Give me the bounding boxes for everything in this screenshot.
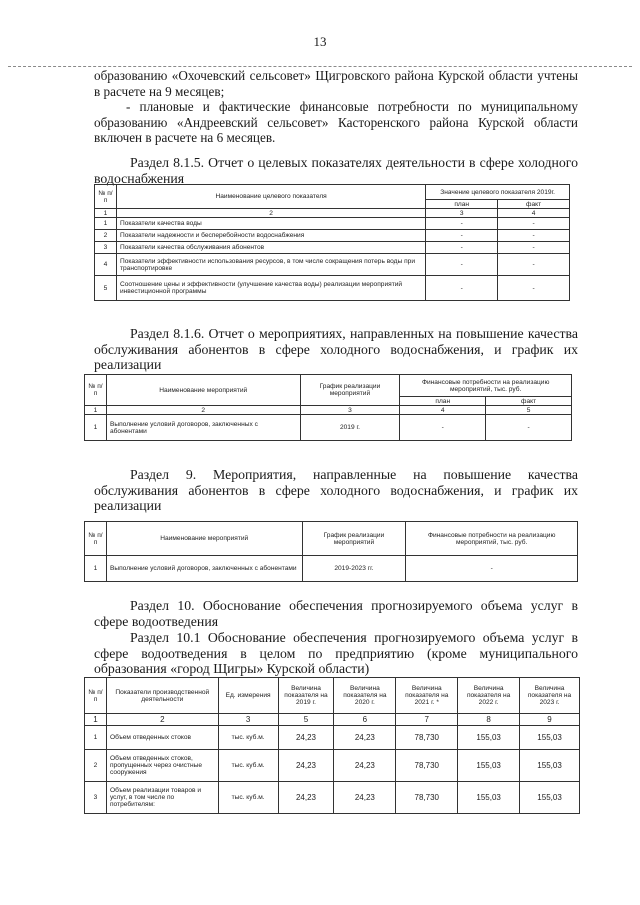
header-finance: Финансовые потребности на реализацию мероприятий, тыс. руб.: [406, 522, 578, 556]
table-row: [95, 254, 570, 276]
index-cell: 2: [106, 406, 300, 415]
header-value-2023: Величина показателя на 2023 г.: [520, 678, 580, 714]
row-unit: тыс. куб.м.: [218, 750, 278, 782]
row-value-2023: 155,03: [520, 750, 580, 782]
row-name: Показатели качества обслуживания абонентов: [116, 242, 425, 254]
row-fact: -: [498, 230, 570, 242]
row-fact: -: [486, 415, 572, 441]
row-unit: тыс. куб.м.: [218, 782, 278, 814]
row-schedule: 2019-2023 гг.: [302, 556, 406, 582]
row-plan: -: [400, 415, 486, 441]
index-cell: 5: [278, 714, 334, 726]
section-10-title: Раздел 10. Обоснование обеспечения прогнозируемого объема услуг в сфере водоотведения: [94, 598, 578, 629]
row-name: Показатели надежности и бесперебойности водоснабжения: [116, 230, 425, 242]
header-schedule: График реализации мероприятий: [302, 522, 406, 556]
index-cell: 3: [426, 209, 498, 218]
table-row: [95, 242, 570, 254]
index-cell: 7: [396, 714, 458, 726]
table-row: [85, 556, 578, 582]
header-fact: факт: [498, 200, 570, 209]
row-value-2020: 24,23: [334, 782, 396, 814]
header-measure-name: Наименование мероприятий: [106, 375, 300, 406]
header-indicator: Показатели производственной деятельности: [106, 678, 218, 714]
header-value-2019: Величина показателя на 2019 г.: [278, 678, 334, 714]
row-indicator: Объем реализации товаров и услуг, в том числе по потребителям:: [106, 782, 218, 814]
row-indicator: Объем отведенных стоков, пропущенных через очистные сооружения: [106, 750, 218, 782]
header-num: № п/п: [85, 678, 107, 714]
row-name: Соотношение цены и эффективности (улучшение качества воды) реализации мероприятий инвестиционной программы: [116, 276, 425, 301]
intro-line-2: - плановые и фактические финансовые потребности по муниципальному образованию «Андреевский сельсовет» Касторенского района Курской области включен в расчете на 6 месяцев.: [94, 99, 578, 145]
header-value-2020: Величина показателя на 2020 г.: [334, 678, 396, 714]
table-target-indicators: [94, 184, 570, 301]
row-num: 1: [85, 415, 107, 441]
header-fact: факт: [486, 397, 572, 406]
index-cell: 8: [458, 714, 520, 726]
table-row: [95, 230, 570, 242]
row-value-2023: 155,03: [520, 726, 580, 750]
row-value-2020: 24,23: [334, 726, 396, 750]
row-value-2022: 155,03: [458, 782, 520, 814]
row-fact: -: [498, 254, 570, 276]
index-cell: 1: [95, 209, 117, 218]
row-unit: тыс. куб.м.: [218, 726, 278, 750]
index-cell: 3: [300, 406, 400, 415]
index-cell: 1: [85, 406, 107, 415]
header-plan: план: [426, 200, 498, 209]
index-cell: 3: [218, 714, 278, 726]
row-name: Выполнение условий договоров, заключенных с абонентами: [106, 556, 302, 582]
row-fact: -: [498, 276, 570, 301]
row-value-2019: 24,23: [278, 750, 334, 782]
row-name: Показатели эффективности использования ресурсов, в том числе сокращения потерь воды при транспортировке: [116, 254, 425, 276]
header-finance: Финансовые потребности на реализацию мероприятий, тыс. руб.: [400, 375, 572, 397]
index-cell: 4: [400, 406, 486, 415]
header-num: № п/п: [95, 185, 117, 209]
row-plan: -: [426, 230, 498, 242]
row-plan: -: [426, 242, 498, 254]
table-measures-816: [84, 374, 572, 441]
section-8-1-6-title: Раздел 8.1.6. Отчет о мероприятиях, направленных на повышение качества обслуживания абонентов в сфере холодного водоснабжения, и график их реализации: [94, 326, 578, 372]
index-cell: 1: [85, 714, 107, 726]
table-row: [95, 276, 570, 301]
table-row: [95, 218, 570, 230]
page-number: 13: [313, 34, 327, 49]
row-value-2021: 78,730: [396, 750, 458, 782]
header-measure-name: Наименование мероприятий: [106, 522, 302, 556]
table-measures-9: [84, 521, 578, 582]
row-plan: -: [426, 276, 498, 301]
index-cell: 6: [334, 714, 396, 726]
header-value-2022: Величина показателя на 2022 г.: [458, 678, 520, 714]
row-num: 2: [85, 750, 107, 782]
header-num: № п/п: [85, 375, 107, 406]
header-unit: Ед. измерения: [218, 678, 278, 714]
row-num: 1: [85, 726, 107, 750]
table-row: [85, 726, 580, 750]
index-cell: 4: [498, 209, 570, 218]
row-fact: -: [498, 218, 570, 230]
row-value-2022: 155,03: [458, 750, 520, 782]
header-indicator-name: Наименование целевого показателя: [116, 185, 425, 209]
row-num: 3: [95, 242, 117, 254]
row-num: 5: [95, 276, 117, 301]
header-value-2021: Величина показателя на 2021 г. *: [396, 678, 458, 714]
table-row: [85, 782, 580, 814]
header-plan: план: [400, 397, 486, 406]
row-value-2021: 78,730: [396, 782, 458, 814]
header-indicator-value: Значение целевого показателя 2019г.: [426, 185, 570, 200]
section-8-1-5-title: Раздел 8.1.5. Отчет о целевых показателях деятельности в сфере холодного водоснабжения: [94, 155, 578, 186]
header-schedule: График реализации мероприятий: [300, 375, 400, 406]
table-wastewater-forecast: [84, 677, 580, 814]
index-cell: 9: [520, 714, 580, 726]
row-finance: -: [406, 556, 578, 582]
section-9-title: Раздел 9. Мероприятия, направленные на повышение качества обслуживания абонентов в сфере холодного водоснабжения, и график их реализации: [94, 467, 578, 513]
row-value-2019: 24,23: [278, 782, 334, 814]
index-cell: 2: [116, 209, 425, 218]
header-divider: [8, 66, 632, 67]
row-num: 4: [95, 254, 117, 276]
row-value-2021: 78,730: [396, 726, 458, 750]
header-num: № п/п: [85, 522, 107, 556]
row-value-2022: 155,03: [458, 726, 520, 750]
row-value-2019: 24,23: [278, 726, 334, 750]
table-row: [85, 415, 572, 441]
row-value-2023: 155,03: [520, 782, 580, 814]
row-num: 1: [95, 218, 117, 230]
row-plan: -: [426, 218, 498, 230]
section-10-1-title: Раздел 10.1 Обоснование обеспечения прогнозируемого объема услуг в сфере водоотведения в целом по предприятию (кроме муниципального образования «город Щигры» Курской области): [94, 630, 578, 676]
table-row: [85, 750, 580, 782]
row-num: 2: [95, 230, 117, 242]
row-name: Выполнение условий договоров, заключенных с абонентами: [106, 415, 300, 441]
row-fact: -: [498, 242, 570, 254]
row-schedule: 2019 г.: [300, 415, 400, 441]
row-plan: -: [426, 254, 498, 276]
intro-line-1: образованию «Охочевский сельсовет» Щигровского района Курской области учтены в расчете на 9 месяцев;: [94, 68, 578, 99]
row-num: 3: [85, 782, 107, 814]
row-name: Показатели качества воды: [116, 218, 425, 230]
row-value-2020: 24,23: [334, 750, 396, 782]
row-num: 1: [85, 556, 107, 582]
index-cell: 2: [106, 714, 218, 726]
index-cell: 5: [486, 406, 572, 415]
row-indicator: Объем отведенных стоков: [106, 726, 218, 750]
